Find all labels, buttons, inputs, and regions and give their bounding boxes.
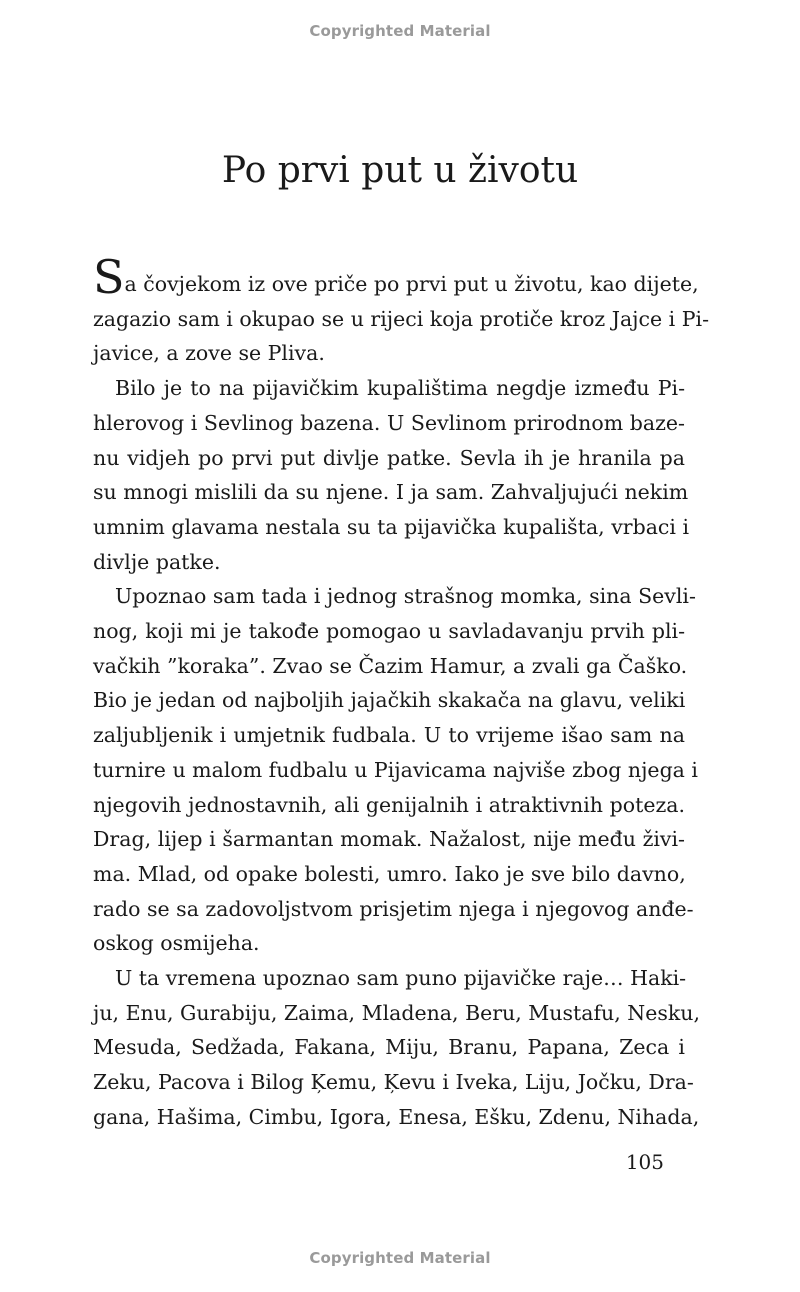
text-line: rado se sa zadovoljstvom prisjetim njega i njegovog anđe-	[93, 896, 694, 921]
text-line: vačkih ”koraka”. Zvao se Čazim Hamur, a zvali ga Čaško.	[93, 653, 688, 678]
text-line: zaljubljenik i umjetnik fudbala. U to vrijeme išao sam na	[93, 723, 685, 748]
text-line: oskog osmijeha.	[93, 931, 260, 956]
text-line: nu vidjeh po prvi put divlje patke. Sevla ih je hranila pa	[93, 445, 685, 470]
text-line: Bilo je to na pijavičkim kupalištima negdje između Pi-	[115, 376, 685, 401]
text-line: njegovih jednostavnih, ali genijalnih i atraktivnih poteza.	[93, 792, 685, 817]
text-line: Bio je jedan od najboljih jajačkih skakača na glavu, veliki	[93, 688, 686, 713]
paragraph-2	[93, 371, 690, 579]
paragraph-4	[93, 961, 701, 1135]
drop-cap: S	[93, 250, 125, 304]
text-line: umnim glavama nestala su ta pijavička kupališta, vrbaci i	[93, 514, 690, 539]
text-line: Mesuda, Sedžada, Fakana, Miju, Branu, Papana, Zeca i	[93, 1035, 685, 1060]
text-line: divlje patke.	[93, 549, 221, 574]
watermark-bottom: Copyrighted Material	[309, 1249, 491, 1267]
text-line: hlerovog i Sevlinog bazena. U Sevlinom prirodnom baze-	[93, 410, 685, 435]
text-line: Zeku, Pacova i Bilog Ķemu, Ķevu i Iveka, Liju, Jočku, Dra-	[93, 1070, 694, 1095]
text-line: ma. Mlad, od opake bolesti, umro. Iako je sve bilo davno,	[93, 861, 686, 886]
text-line: U ta vremena upoznao sam puno pijavičke raje… Haki-	[115, 966, 687, 991]
text-line: gana, Hašima, Cimbu, Igora, Enesa, Ešku, Zdenu, Nihada,	[93, 1104, 700, 1129]
text-line	[93, 250, 699, 304]
text-line: nog, koji mi je takođe pomogao u savladavanju prvih pli-	[93, 619, 685, 644]
watermark-top: Copyrighted Material	[309, 22, 491, 40]
text-line: su mnogi mislili da su njene. I ja sam. Zahvaljujući nekim	[93, 480, 689, 505]
paragraph-3	[93, 579, 698, 961]
paragraph-1	[93, 250, 710, 371]
page-number: 105	[625, 1150, 664, 1174]
text-line: turnire u malom fudbalu u Pijavicama najviše zbog njega i	[93, 757, 698, 782]
text-line: Upoznao sam tada i jednog strašnog momka, sina Sevli-	[115, 584, 696, 609]
chapter-title: Po prvi put u životu	[221, 150, 579, 191]
body-text	[93, 250, 710, 1135]
line-text: a čovjekom iz ove priče po prvi put u životu, kao dijete,	[124, 272, 699, 296]
text-line: javice, a zove se Pliva.	[93, 341, 325, 366]
text-line: Drag, lijep i šarmantan momak. Nažalost, nije među živi-	[93, 827, 685, 852]
text-line: ju, Enu, Gurabiju, Zaima, Mladena, Beru, Mustafu, Nesku,	[93, 1000, 701, 1025]
text-line: zagazio sam i okupao se u rijeci koja protiče kroz Jajce i Pi-	[93, 306, 710, 331]
